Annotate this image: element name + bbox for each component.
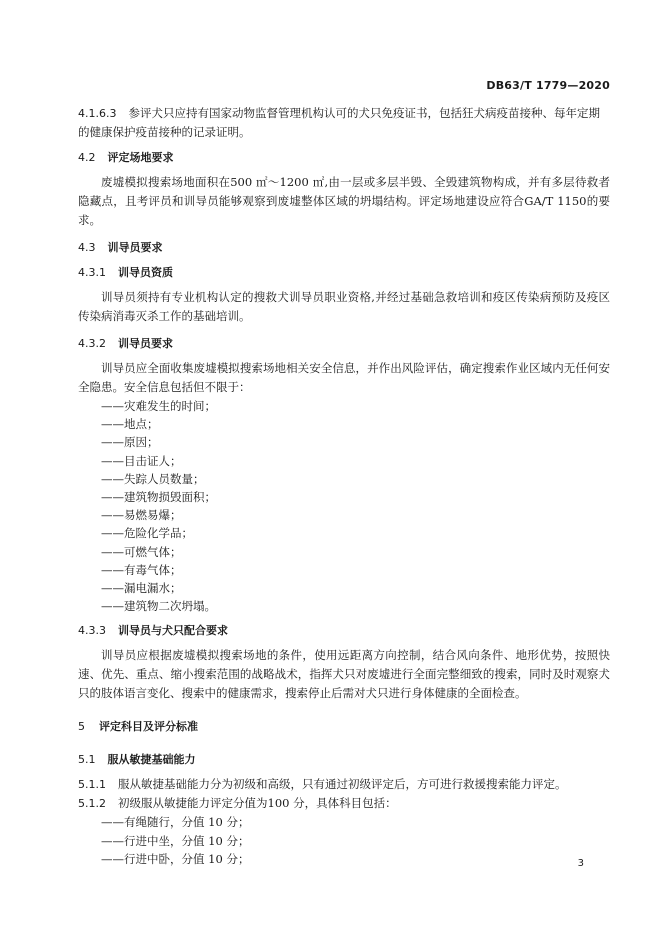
heading-number: 5 [78, 720, 85, 734]
document-body [78, 104, 610, 868]
list-item: ——危险化学品； [101, 526, 193, 541]
heading-title: 训导员要求 [118, 337, 173, 350]
list-item: ——易燃易爆； [101, 508, 182, 523]
heading-number: 4.3 [78, 241, 96, 254]
list-item: ——行进中卧，分值 10 分； [101, 851, 250, 866]
standard-code: DB63/T 1779—2020 [486, 79, 610, 92]
clause-text: 参评犬只应持有国家动物监督管理机构认可的犬只免疫证书，包括狂犬病疫苗接种、每年定期的健康保护疫苗接种的记录证明。 [78, 106, 600, 139]
list-item: ——建筑物二次坍塌。 [101, 599, 216, 614]
list-item: ——失踪人员数量； [101, 471, 205, 486]
clause-number: 5.1.2 [78, 797, 106, 811]
list-item: ——漏电漏水； [101, 581, 182, 596]
obedience-subject-list [78, 813, 610, 868]
heading-title: 训导员资质 [118, 266, 173, 279]
heading-title: 评定场地要求 [107, 151, 174, 164]
heading-title: 训导员与犬只配合要求 [118, 624, 228, 638]
clause-text: 服从敏捷基础能力分为初级和高级，只有通过初级评定后，方可进行救援搜索能力评定。 [118, 777, 567, 792]
clause-number: 4.1.6.3 [78, 107, 117, 120]
heading-number: 4.3.3 [78, 624, 106, 638]
paragraph-4-3-1: 训导员须持有专业机构认定的搜救犬训导员职业资格,并经过基础急救培训和疫区传染病预防及疫区传染病消毒灭杀工作的基础培训。 [78, 290, 610, 323]
clause-4-1-6-3 [78, 104, 610, 142]
heading-4-3-3 [78, 621, 610, 640]
safety-info-list [78, 397, 610, 615]
heading-5 [78, 717, 610, 736]
list-item: ——行进中坐，分值 10 分； [101, 833, 250, 848]
list-item: ——有绳随行，分值 10 分； [101, 815, 250, 830]
heading-4-3 [78, 238, 610, 257]
heading-4-3-2 [78, 334, 610, 353]
heading-number: 4.2 [78, 151, 96, 164]
heading-number: 4.3.1 [78, 266, 106, 279]
list-item: ——地点； [101, 417, 159, 432]
heading-title: 评定科目及评分标准 [99, 720, 198, 734]
heading-5-1 [78, 750, 610, 769]
clause-number: 5.1.1 [78, 778, 106, 792]
list-item: ——建筑物损毁面积； [101, 490, 216, 505]
clause-5-1-2 [78, 794, 610, 813]
paragraph-4-3-3: 训导员应根据废墟模拟搜索场地的条件，使用远距离方向控制，结合风向条件、地形优势，按照快速、优先、重点、缩小搜索范围的战略战术，指挥犬只对废墟进行全面完整细致的搜索，同时及时观察犬只的肢体语言变化、搜索中的健康需求，搜索停止后需对犬只进行身体健康的全面检查。 [78, 648, 610, 701]
heading-title: 服从敏捷基础能力 [107, 753, 196, 767]
list-item: ——原因； [101, 435, 159, 450]
clause-text: 初级服从敏捷能力评定分值为100 分，具体科目包括： [118, 796, 397, 811]
list-item: ——有毒气体； [101, 562, 182, 577]
heading-number: 5.1 [78, 753, 96, 767]
paragraph-4-3-2: 训导员应全面收集废墟模拟搜索场地相关安全信息，并作出风险评估，确定搜索作业区域内无任何安全隐患。安全信息包括但不限于： [78, 361, 610, 394]
list-item: ——灾难发生的时间； [101, 399, 216, 413]
paragraph-4-2: 废墟模拟搜索场地面积在500 ㎡～1200 ㎡,由一层或多层半毁、全毁建筑物构成，并有多层待救者隐藏点，且考评员和训导员能够观察到废墟整体区域的坍塌结构。评定场地建设应符合GA/T 1150的要求。 [78, 175, 610, 227]
heading-number: 4.3.2 [78, 337, 106, 350]
list-item: ——目击证人； [101, 453, 182, 468]
page-number: 3 [577, 858, 584, 869]
heading-title: 训导员要求 [107, 241, 163, 254]
list-item: ——可燃气体； [101, 544, 182, 559]
clause-5-1-1 [78, 775, 610, 794]
heading-4-3-1 [78, 263, 610, 282]
heading-4-2 [78, 148, 610, 167]
